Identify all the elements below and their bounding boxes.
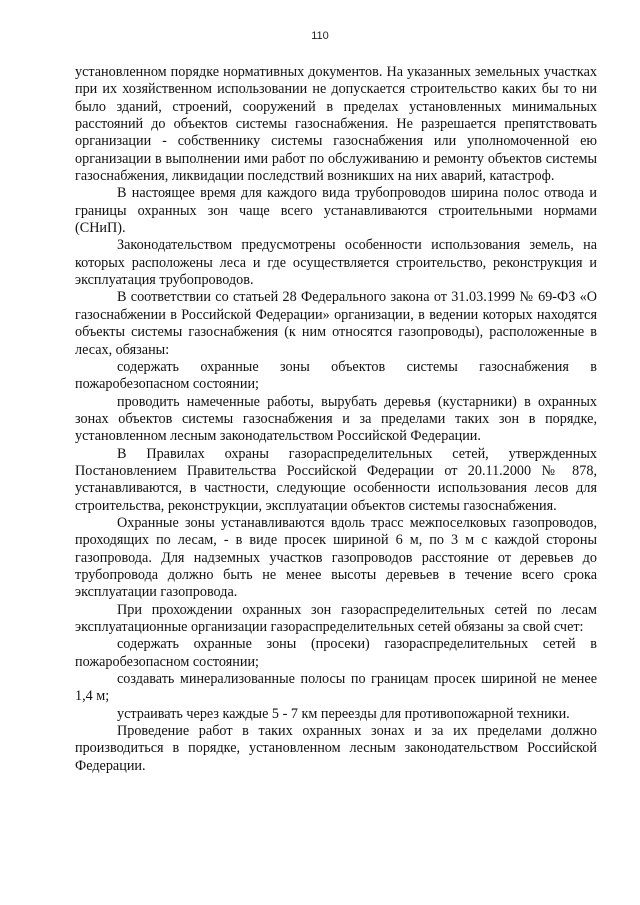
paragraph: Законодательством предусмотрены особенности использования земель, на которых расположены леса и где осуществляется строительство, реконструкция и эксплуатация трубопроводов. (75, 237, 597, 289)
paragraph: установленном порядке нормативных документов. На указанных земельных участках при их хозяйственном использовании не допускается строительство каких бы то ни было зданий, строений, сооружений в пределах установленных минимальных расстояний до объектов системы газоснабжения. Не разрешается препятствовать организации - собственнику системы газоснабжения или уполномоченной ею организации в выполнении ими работ по обслуживанию и ремонту объектов системы газоснабжения, ликвидации последствий возникших на них аварий, катастроф. (75, 64, 597, 185)
body-text (75, 64, 597, 775)
paragraph: В соответствии со статьей 28 Федерального закона от 31.03.1999 № 69-ФЗ «О газоснабжении в Российской Федерации» организации, в ведении которых находятся объекты системы газоснабжения (к ним относятся газопроводы), расположенные в лесах, обязаны: (75, 289, 597, 358)
paragraph: устраивать через каждые 5 - 7 км переезды для противопожарной техники. (117, 705, 570, 722)
paragraph: При прохождении охранных зон газораспределительных сетей по лесам эксплуатационные организации газораспределительных сетей обязаны за свой счет: (75, 601, 597, 635)
paragraph: содержать охранные зоны объектов системы газоснабжения в пожаробезопасном состоянии; (75, 358, 597, 393)
paragraph: содержать охранные зоны (просеки) газораспределительных сетей в пожаробезопасном состоянии; (75, 636, 597, 670)
paragraph: Проведение работ в таких охранных зонах и за их пределами должно производиться в порядке, установленном лесным законодательством Российской Федерации. (75, 723, 597, 774)
paragraph: В настоящее время для каждого вида трубопроводов ширина полос отвода и границы охранных зон чаще всего устанавливаются строительными нормами (СНиП). (75, 185, 597, 237)
paragraph: проводить намеченные работы, вырубать деревья (кустарники) в охранных зонах объектов системы газоснабжения и за пределами таких зон в порядке, установленном лесным законодательством Российской Федерации. (75, 393, 597, 445)
paragraph: создавать минерализованные полосы по границам просек шириной не менее 1,4 м; (75, 671, 597, 705)
paragraph: В Правилах охраны газораспределительных сетей, утвержденных Постановлением Правительства Российской Федерации от 20.11.2000 № 878, устанавливаются, в частности, следующие особенности использования лесов для строительства, реконструкции, эксплуатации объектов системы газоснабжения. (75, 445, 597, 514)
page-number: 110 (311, 30, 329, 42)
paragraph: Охранные зоны устанавливаются вдоль трасс межпоселковых газопроводов, проходящих по лесам, - в виде просек шириной 6 м, по 3 м с каждой стороны газопровода. Для надземных участков газопроводов расстояние от деревьев до трубопровода должно быть не менее высоты деревьев в течение всего срока эксплуатации газопровода. (75, 514, 597, 601)
